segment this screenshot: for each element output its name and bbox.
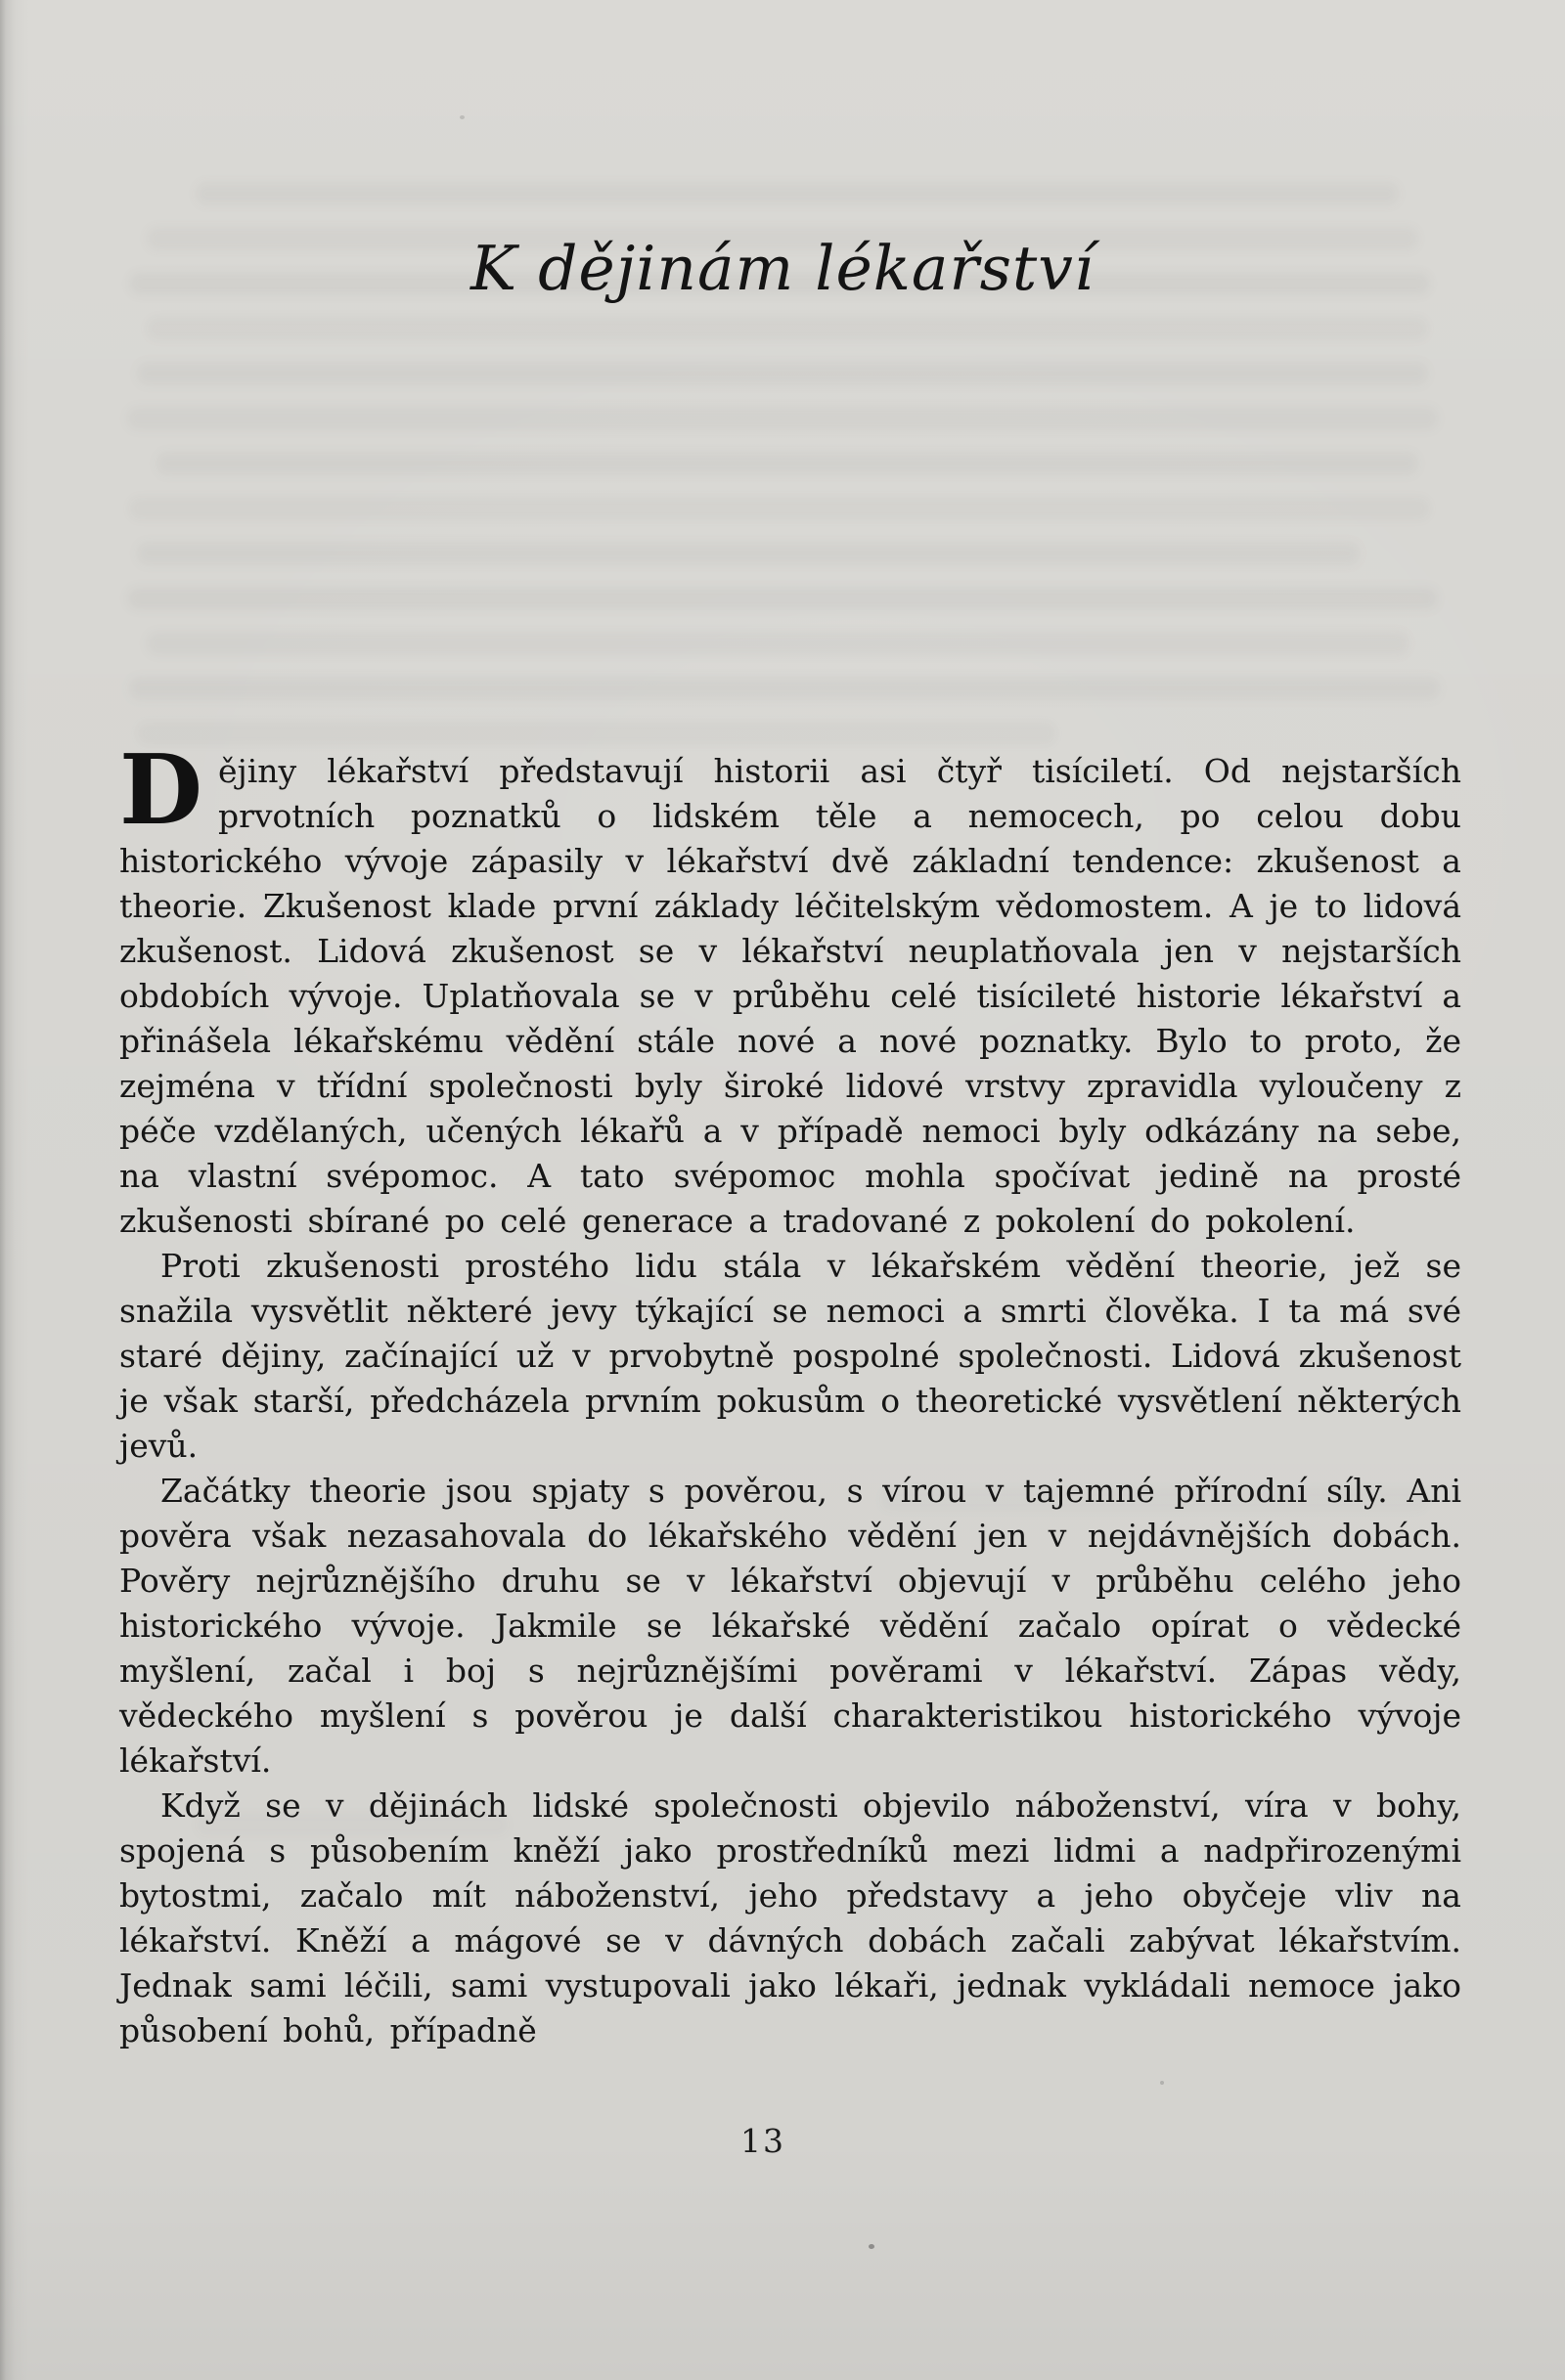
show-through-line [137, 362, 1428, 385]
show-through-line [129, 677, 1440, 700]
body-text [119, 734, 1461, 2053]
paper-speck [869, 2244, 874, 2249]
show-through-line [127, 587, 1438, 610]
paragraph-1 [119, 734, 1461, 1244]
paper-speck [460, 115, 465, 119]
page-number: 13 [740, 2122, 785, 2160]
show-through-line [137, 722, 1056, 745]
paragraph-3: Začátky theorie jsou spjaty s pověrou, s vírou v tajemné přírodní síly. Ani pověra však nezasahovala do lékařského vědění jen v nejdávnějších dobách. Pověry nejrůznějšího druhu se v lékařství objevují v průběhu celého jeho historického vývoje. Jakmile se lékařské vědění začalo opírat o vědecké myšlení, začal i boj s nejrůznějšími pověrami v lékařství. Zápas vědy, vědeckého myšlení s pověrou je další charakteristikou historického vývoje lékařství. [119, 1472, 1461, 1780]
show-through-line [127, 407, 1438, 430]
show-through-line [147, 632, 1408, 655]
show-through-line [129, 497, 1430, 520]
show-through-line [137, 542, 1360, 565]
drop-cap: D [119, 734, 202, 847]
show-through-line [156, 452, 1418, 475]
paper-speck [1160, 2081, 1164, 2085]
show-through-line [196, 182, 1399, 205]
show-through-line [147, 317, 1428, 340]
paragraph-1-text: ějiny lékařství představují historii asi čtyř tisíciletí. Od nejstarších prvotních poznatků o lidském těle a nemocech, po celou dobu historického vývoje zápasily v lékařství dvě základní tendence: zkušenost a theorie. Zkušenost klade první základy léčitelským vědomostem. A je to lidová zkušenost. Lidová zkušenost se v lékařství neuplatňovala jen v nejstarších obdobích vývoje. Uplatňovala se v průběhu celé tisícileté historie lékařství a přinášela lékařskému vědění stále nové a nové poznatky. Bylo to proto, že zejména v třídní společnosti byly široké lidové vrstvy zpravidla vyloučeny z péče vzdělaných, učených lékařů a v případě nemoci byly odkázány na sebe, na vlastní svépomoc. A tato svépomoc mohla spočívat jedině na prosté zkušenosti sbírané po celé generace a tradované z pokolení do pokolení. [119, 752, 1461, 1240]
paragraph-4: Když se v dějinách lidské společnosti objevilo náboženství, víra v bohy, spojená s působením kněží jako prostředníků mezi lidmi a nadpřirozenými bytostmi, začalo mít náboženství, jeho představy a jeho obyčeje vliv na lékařství. Kněží a mágové se v dávných dobách začali zabývat lékařstvím. Jednak sami léčili, sami vystupovali jako lékaři, jednak vykládali nemoce jako působení bohů, případně [119, 1786, 1461, 2049]
chapter-title: K dějinám lékařství [470, 233, 1095, 305]
paragraph-2: Proti zkušenosti prostého lidu stála v lékařském vědění theorie, jež se snažila vysvětlit některé jevy týkající se nemoci a smrti člověka. I ta má své staré dějiny, začínající už v prvobytně pospolné společnosti. Lidová zkušenost je však starší, předcházela prvním pokusům o theoretické vysvětlení některých jevů. [119, 1247, 1461, 1465]
